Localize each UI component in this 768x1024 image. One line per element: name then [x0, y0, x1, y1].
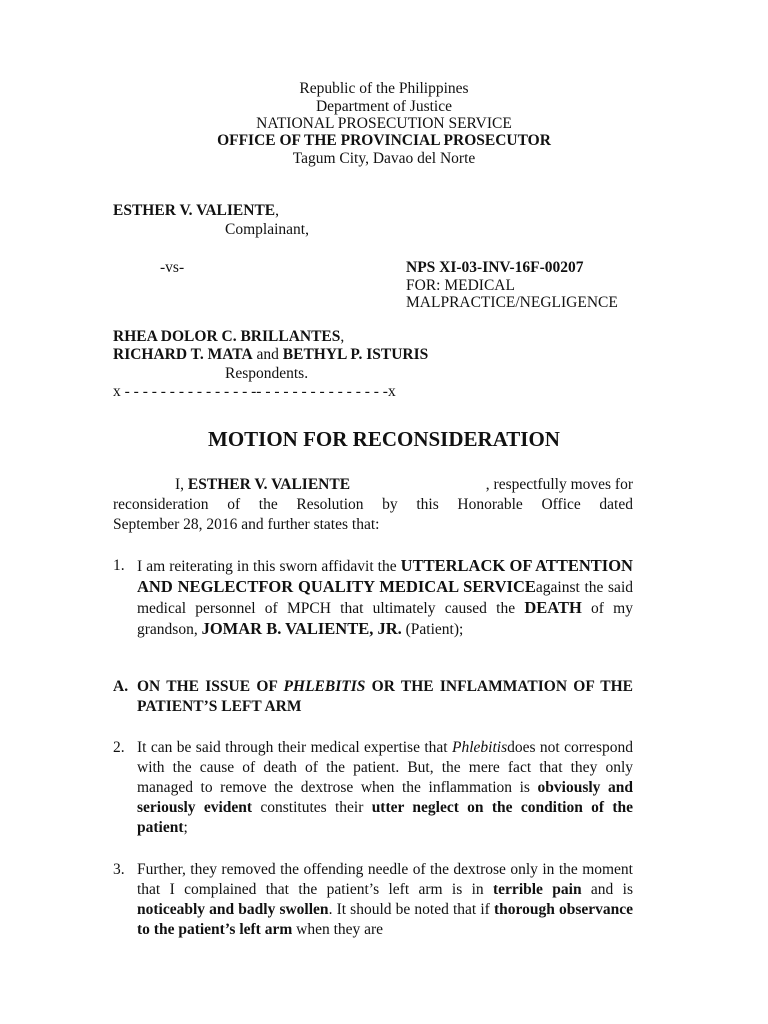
respondents-label: Respondents. [225, 365, 309, 382]
intro-line-3: September 28, 2016 and further states that: [113, 516, 380, 533]
para-1-number: 1. [113, 557, 125, 574]
para-2-text: It can be said through their medical expertise that Phlebitisdoes not correspond with the cause of death of the patient. But, the mere fact that they only managed to remove the dextrose when the inflammation is obviously and seriously evident constitutes their utter neglect on the condition of the patient; [137, 739, 633, 836]
header-office: OFFICE OF THE PROVINCIAL PROSECUTOR [217, 132, 551, 149]
section-a-letter: A. [113, 678, 129, 695]
document-title: MOTION FOR RECONSIDERATION [208, 427, 560, 451]
complainant-label: Complainant, [225, 221, 309, 238]
case-for: FOR: MEDICAL [406, 277, 515, 294]
intro-line-2: reconsideration of the Resolution by this Honorable Office dated [113, 496, 633, 513]
respondents-2-3: RICHARD T. MATA and BETHYL P. ISTURIS [113, 346, 429, 363]
header-location: Tagum City, Davao del Norte [292, 150, 476, 167]
versus: -vs- [160, 259, 185, 276]
case-number: NPS XI-03-INV-16F-00207 [406, 259, 584, 276]
case-nature: MALPRACTICE/NEGLIGENCE [406, 294, 618, 311]
header-republic: Republic of the Philippines [299, 80, 469, 97]
intro-line-1: I, ESTHER V. VALIENTE , respectfully moves for [175, 476, 633, 493]
para-3-text: Further, they removed the offending needle of the dextrose only in the moment that I complained that the patient’s left arm is in terrible pain and is noticeably and badly swollen. It should be noted that if thorough observance to the patient’s left arm when they are [137, 861, 633, 938]
para-1-text: I am reiterating in this sworn affidavit the UTTERLACK OF ATTENTION AND NEGLECTFOR QUALITY MEDICAL SERVICEagainst the said medical personnel of MPCH that ultimately caused the DEATH of my grandson, JOMAR B. VALIENTE, JR. (Patient); [137, 556, 633, 638]
para-2-number: 2. [113, 739, 125, 756]
complainant-name: ESTHER V. VALIENTE, [113, 202, 279, 219]
header-department: Department of Justice [315, 98, 452, 115]
para-3-number: 3. [113, 861, 125, 878]
header-nps: NATIONAL PROSECUTION SERVICE [256, 115, 512, 132]
caption-divider: x - - - - - - - - - - - - - - -- - - - - - - - - - - - - - -x [113, 383, 396, 400]
respondent-1: RHEA DOLOR C. BRILLANTES, [113, 328, 345, 345]
section-a-heading: ON THE ISSUE OF PHLEBITIS OR THE INFLAMMATION OF THE PATIENT’S LEFT ARM [137, 678, 633, 715]
